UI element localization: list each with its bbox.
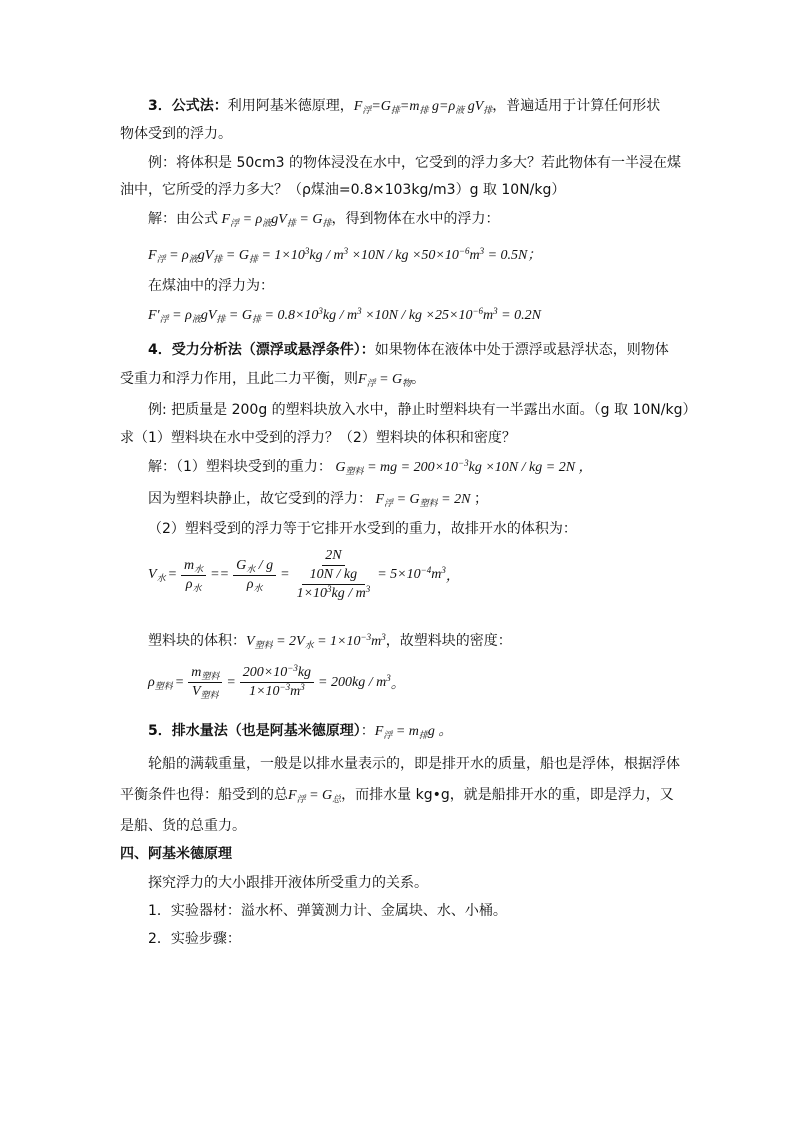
sec3-heading: 3．公式法： [148, 98, 228, 114]
sec5-para2-b: ，而排水量 kg•g，就是船排开水的重，即是浮力，又 [341, 787, 674, 803]
section-four-item1: 1．实验器材：溢水杯、弹簧测力计、金属块、水、小桶。 [148, 903, 507, 919]
sec4-line2-b: 。 [411, 371, 426, 387]
sec5-ship-formula: $F_浮 = G_总$ [288, 788, 342, 804]
sec4-volume-b: ，故塑料块的密度： [385, 633, 512, 649]
sec5-heading-line [148, 722, 452, 741]
sec3-example-line1: 例：将体积是 50cm3 的物体浸没在水中，它受到的浮力多大？若此物体有一半浸在煤 [148, 155, 681, 171]
sec3-water-equation: $F_浮 = \rho_液gV_排 = G_排 = 1\times 10^3kg / m^3 \times 10N$ / kg $\times 50\times 10^{-6}m^3 = 0.5N$； [148, 246, 542, 264]
sec4-line1 [148, 341, 669, 359]
sec3-solution-b: ，得到物体在水中的浮力： [331, 211, 500, 227]
sec3-kerosene-label: 在煤油中的浮力为： [148, 278, 274, 294]
sec3-text-a: 利用阿基米德原理， [227, 98, 354, 114]
sec4-density-equation: $\rho_{塑料}$ = $\frac{m_{塑料}}{V_{塑料}}$ = $\frac{200\times 10^{-3}kg}{1\times 10^{-3}m^3}$ = 200 kg / $m^3$ 。 [148, 663, 405, 700]
sec3-solution-a: 解：由公式 [148, 211, 218, 227]
sec3-line1 [148, 97, 660, 116]
sec3-formula: $F_浮=G_排=m_排$ $g=\rho_液$ $gV_排$ [353, 99, 493, 115]
sec3-example-line2: 油中，它所受的浮力多大？（ρ煤油=0.8×103kg/m3）g 取 10N/kg） [120, 182, 566, 198]
sec4-heading: 4．受力分析法（漂浮或悬浮条件）： [148, 342, 375, 358]
sec4-volume-a: 塑料块的体积： [148, 633, 246, 649]
sec3-solution-formula: $F_浮 = \rho_液gV_排 = G_排$ [218, 212, 332, 228]
sec4-static-a: 因为塑料块静止，故它受到的浮力： [148, 491, 372, 507]
sec4-volume-line [148, 632, 512, 651]
section-four-item2: 2．实验步骤： [148, 931, 241, 947]
section-four-intro: 探究浮力的大小跟排开液体所受重力的关系。 [148, 875, 428, 891]
sec4-solution1 [148, 458, 593, 477]
sec4-line2-a: 受重力和浮力作用，且此二力平衡，则 [120, 371, 358, 387]
sec4-line2 [120, 370, 425, 389]
sec5-para1: 轮船的满载重量，一般是以排水量表示的，即是排开水的质量，船也是浮体，根据浮体 [148, 756, 680, 772]
sec3-kerosene-equation: $F'_浮 = \rho_液gV_排 = G_排 = 0.8\times 10^3kg / m^3 \times 10N$ / kg $\times 25\times 10^{-6}m^3 = 0.2N$ [148, 306, 541, 324]
sec5-para3: 是船、货的总重力。 [120, 818, 246, 834]
sec4-example-line1: 例: 把质量是 200g 的塑料块放入水中，静止时塑料块有一半露出水面。（g 取 10N/kg） [148, 402, 697, 418]
sec4-volume-formula: $V_{塑料} = 2V_水 = 1\times 10^{-3}m^3$ [246, 632, 386, 650]
sec5-colon: ： [360, 723, 375, 739]
sec4-static-line [148, 490, 488, 509]
sec4-part2: （2）塑料受到的浮力等于它排开水受到的重力，故排开水的体积为： [148, 521, 577, 537]
sec4-static-b: ； [473, 491, 488, 507]
sec3-line2: 物体受到的浮力。 [120, 126, 232, 142]
sec5-formula: $F_浮 = m_排g$ 。 [374, 724, 453, 740]
sec4-volume-equation: $V_水$ = $\frac{m_水}{\rho_水}$ == $\frac{G_水 / g}{\rho_水}$ = $\frac{\frac{2N}{10N / kg}}{1\times 10^3kg / m^3}$ = $5\times 10^{-4}$ $m^3$ ， [148, 548, 460, 601]
sec4-solution1-text: 解：（1）塑料块受到的重力： [148, 459, 332, 475]
sec3-text-b: ，普遍适用于计算任何形状 [492, 98, 661, 114]
sec4-text-a: 如果物体在液体中处于漂浮或悬浮状态，则物体 [374, 342, 669, 358]
sec3-solution-line [148, 210, 499, 229]
section-four-title: 四、阿基米德原理 [120, 846, 232, 862]
sec4-weight-formula: $G_{塑料}$ = mg = $200\times 10^{-3}kg \times 10N$ / kg = 2N ， [331, 458, 593, 476]
sec5-para2-a: 平衡条件也得：船受到的总 [120, 787, 288, 803]
sec4-example-line2: 求（1）塑料块在水中受到的浮力？（2）塑料块的体积和密度？ [120, 430, 516, 446]
sec5-para2 [120, 786, 674, 805]
sec5-heading: 5．排水量法（也是阿基米德原理） [148, 723, 361, 739]
sec4-buoyancy-formula: $F_浮 = G_{塑料} = 2N$ [372, 492, 474, 508]
sec4-balance-formula: $F_浮 = G_物$ [358, 372, 412, 388]
